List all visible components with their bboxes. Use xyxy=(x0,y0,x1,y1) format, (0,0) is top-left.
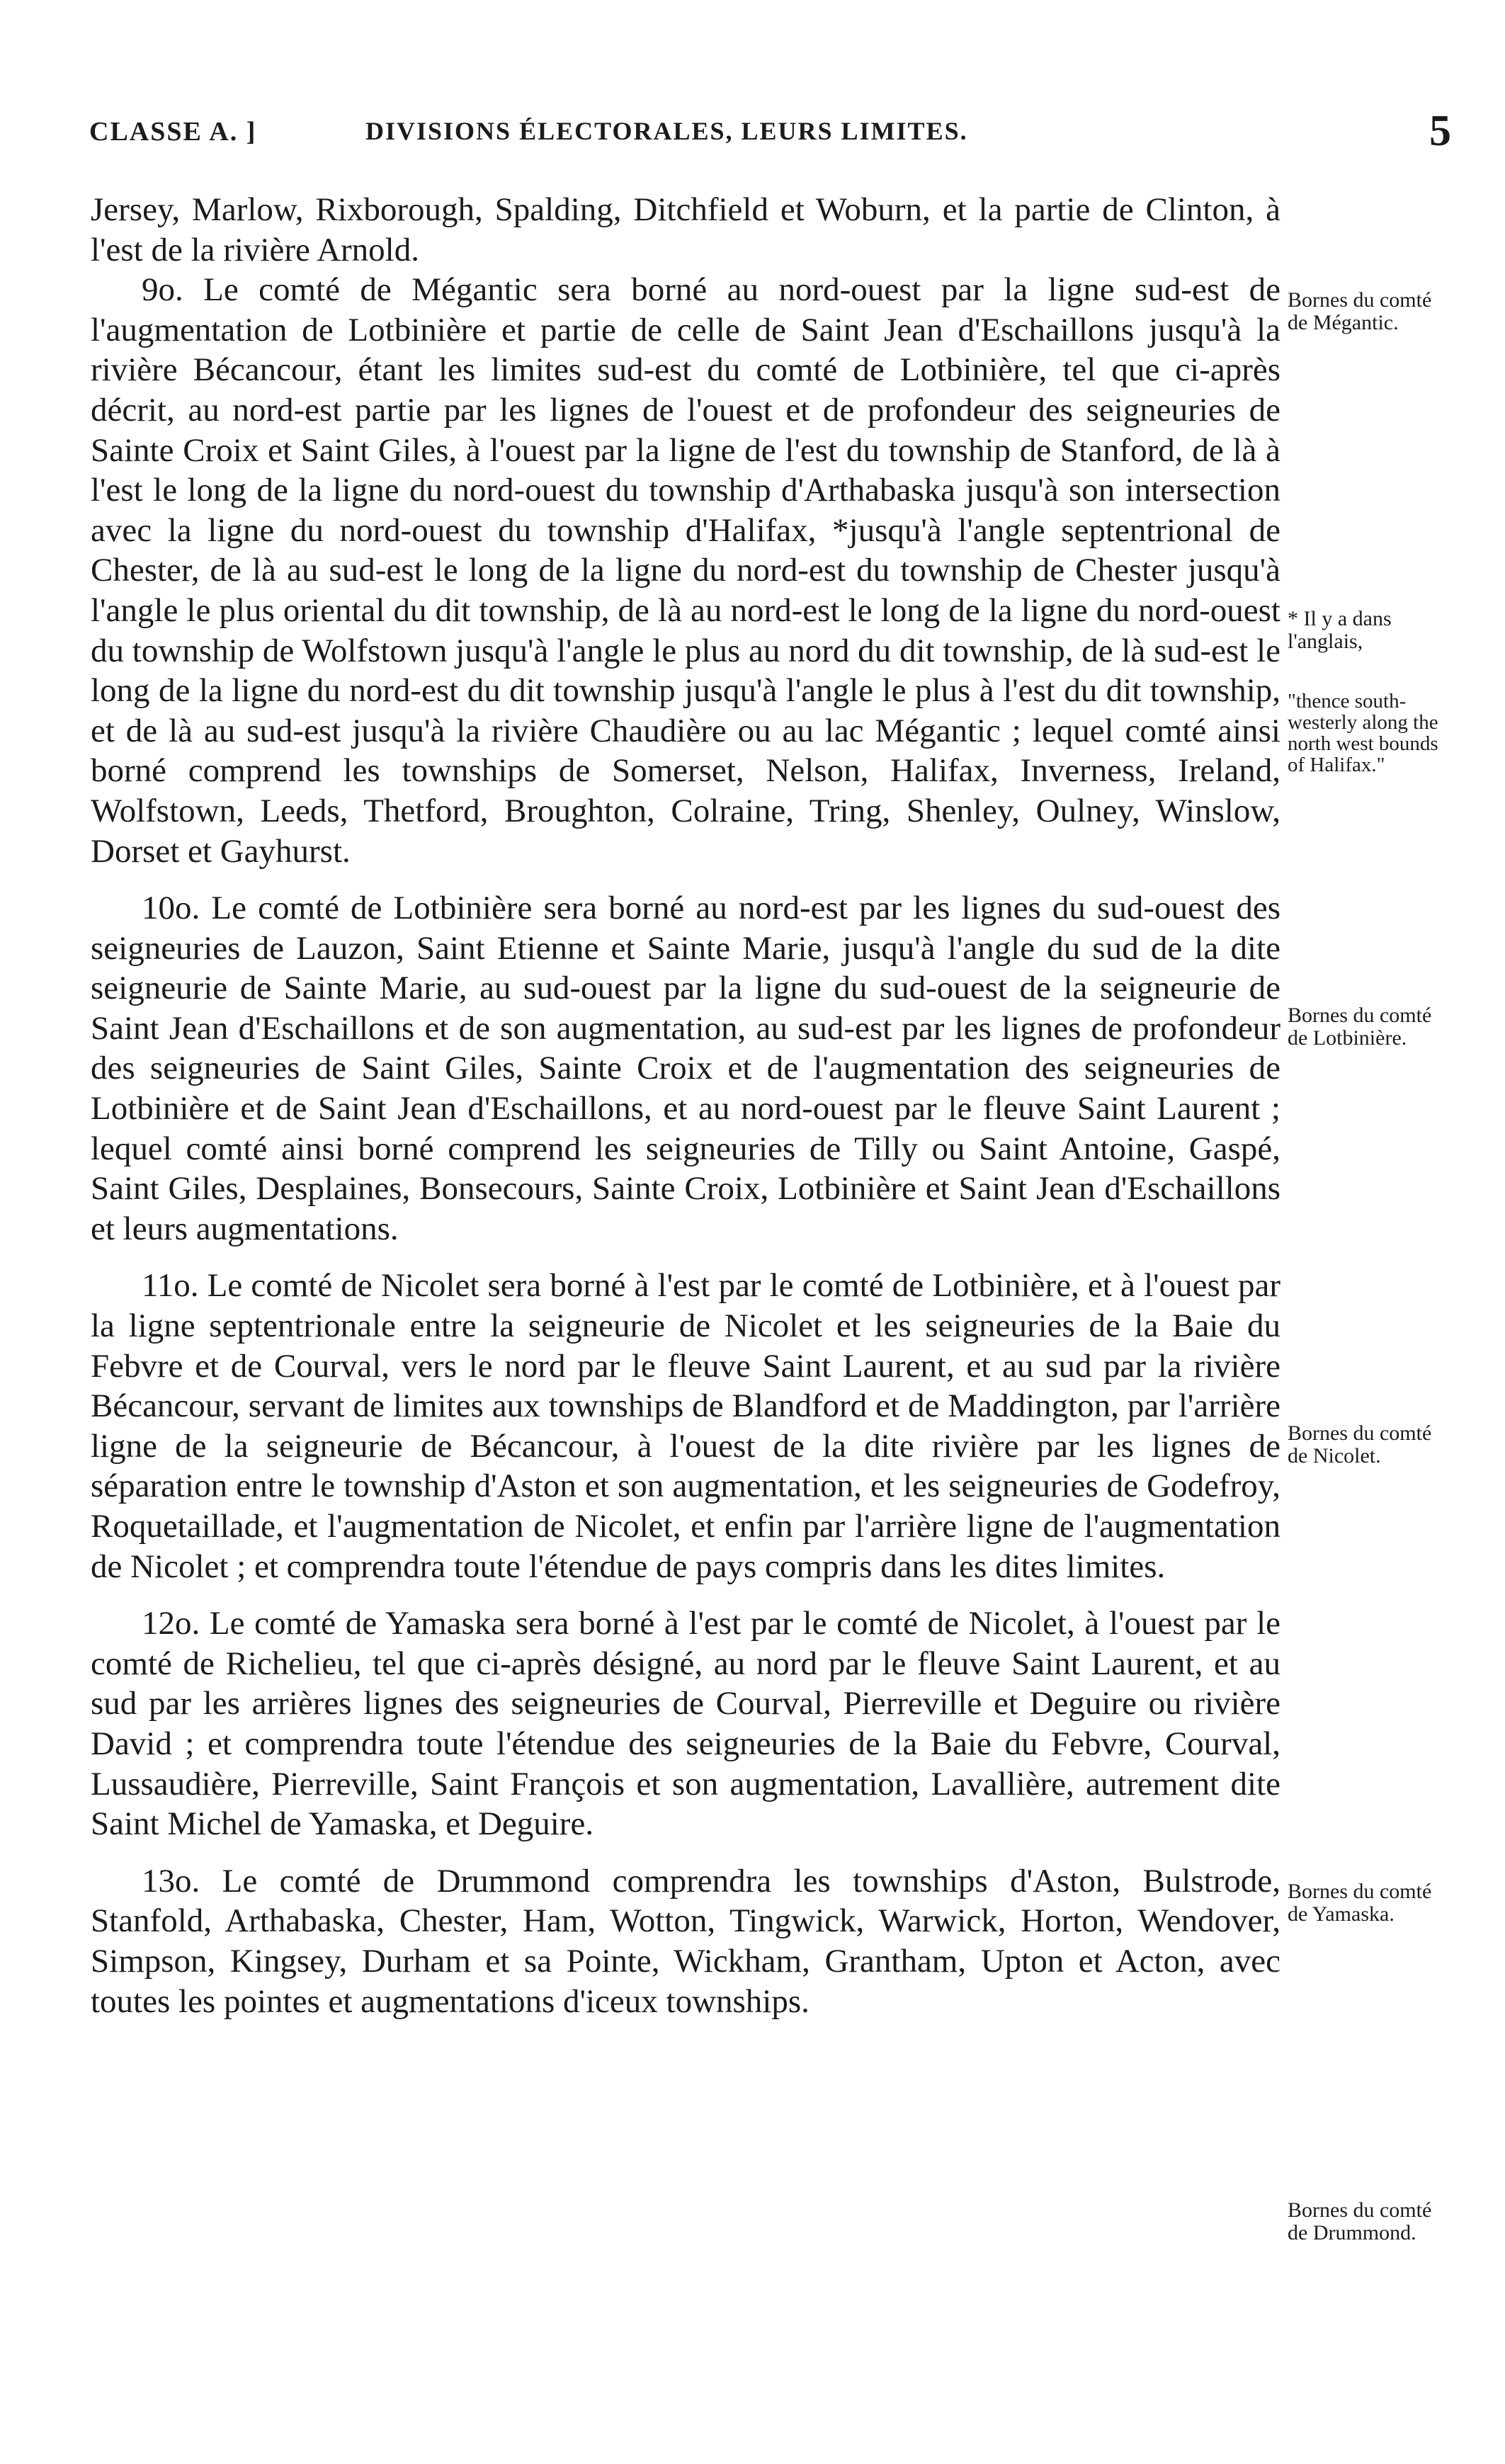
article-11-nicolet: 11o. Le comté de Nicolet sera borné à l'est par le comté de Lotbinière, et à l'ouest par la ligne septentrionale entre la seigneurie de Nicolet et les seigneuries de la Baie du Febvre et de Courval, vers le nord par le fleuve Saint Laurent, et au sud par la rivière Bécancour, servant de limites aux townships de Blandford et de Maddington, par l'arrière ligne de la seigneurie de Bécancour, à l'ouest de la dite rivière par les lignes de séparation entre le township d'Aston et son augmentation, et les seigneuries de Godefroy, Roquetaillade, et l'augmentation de Nicolet, et enfin par l'arrière ligne de l'augmentation de Nicolet ; et comprendra toute l'étendue de pays compris dans les dites limites. xyxy=(91,1267,1280,1585)
article-12-yamaska: 12o. Le comté de Yamaska sera borné à l'est par le comté de Nicolet, à l'ouest par le comté de Richelieu, tel que ci-après désigné, au nord par le fleuve Saint Laurent, et au sud par les arrières lignes des seigneuries de Courval, Pierreville et Deguire ou rivière David ; et comprendra toute l'étendue des seigneuries de la Baie du Febvre, Courval, Lussaudière, Pierreville, Saint François et son augmentation, Lavallière, autrement dite Saint Michel de Yamaska, et Deguire. xyxy=(91,1605,1280,1843)
margin-note-lotbiniere: Bornes du comté de Lotbinière. xyxy=(1288,1004,1432,1050)
running-header xyxy=(89,106,1456,163)
margin-footnote-star: * Il y a dans l'anglais, xyxy=(1288,607,1392,653)
continuation-paragraph: Jersey, Marlow, Rixborough, Spalding, Ditchfield et Woburn, et la partie de Clinton, à l'est de la rivière Arnold. xyxy=(91,191,1280,268)
margin-note-yamaska: Bornes du comté de Yamaska. xyxy=(1288,1880,1432,1926)
page-number: 5 xyxy=(1429,107,1451,155)
body-text xyxy=(91,190,1280,2021)
margin-note-drummond: Bornes du comté de Drummond. xyxy=(1288,2198,1432,2244)
margin-note-megantic: Bornes du comté de Mégantic. xyxy=(1288,288,1432,334)
margin-footnote-english: "thence south-westerly along the north west bounds of Halifax." xyxy=(1288,690,1438,776)
header-class-label: CLASSE A. ] xyxy=(89,117,257,147)
article-13-drummond: 13o. Le comté de Drummond comprendra les townships d'Aston, Bulstrode, Stanfold, Arthabaska, Chester, Ham, Wotton, Tingwick, Warwick, Horton, Wendover, Simpson, Kingsey, Durham et sa Pointe, Wickham, Grantham, Upton et Acton, avec toutes les pointes et augmentations d'iceux townships. xyxy=(91,1862,1280,2020)
article-9-megantic: 9o. Le comté de Mégantic sera borné au nord-ouest par la ligne sud-est de l'augmentation de Lotbinière et partie de celle de Saint Jean d'Eschaillons jusqu'à la rivière Bécancour, étant les limites sud-est du comté de Lotbinière, tel que ci-après décrit, au nord-est partie par les lignes de l'ouest et de profondeur des seigneuries de Sainte Croix et Saint Giles, à l'ouest par la ligne de l'est du township de Stanford, de là à l'est le long de la ligne du nord-ouest du township d'Arthabaska jusqu'à son intersection avec la ligne du nord-ouest du township d'Halifax, *jusqu'à l'angle septentrional de Chester, de là au sud-est le long de la ligne du nord-est du township de Chester jusqu'à l'angle le plus oriental du dit township, de là au nord-est le long de la ligne du nord-ouest du township de Wolfstown jusqu'à l'angle le plus au nord du dit township, de là sud-est le long de la ligne du nord-est du dit township jusqu'à l'angle le plus à l'est du dit township, et de là au sud-est jusqu'à la rivière Chaudière ou au lac Mégantic ; lequel comté ainsi borné comprend les townships de Somerset, Nelson, Halifax, Inverness, Ireland, Wolfstown, Leeds, Thetford, Broughton, Colraine, Tring, Shenley, Oulney, Winslow, Dorset et Gayhurst. xyxy=(91,271,1280,870)
article-10-lotbiniere: 10o. Le comté de Lotbinière sera borné au nord-est par les lignes du sud-ouest des seigneuries de Lauzon, Saint Etienne et Sainte Marie, jusqu'à l'angle du sud de la dite seigneurie de Sainte Marie, au sud-ouest par la ligne du sud-ouest de la seigneurie de Saint Jean d'Eschaillons et de son augmentation, au sud-est par les lignes de profondeur des seigneuries de Saint Giles, Sainte Croix et de l'augmentation des seigneuries de Lotbinière et de Saint Jean d'Eschaillons, et au nord-ouest par le fleuve Saint Laurent ; lequel comté ainsi borné comprend les seigneuries de Tilly ou Saint Antoine, Gaspé, Saint Giles, Desplaines, Bonsecours, Sainte Croix, Lotbinière et Saint Jean d'Eschaillons et leurs augmentations. xyxy=(91,890,1280,1247)
margin-note-nicolet: Bornes du comté de Nicolet. xyxy=(1288,1421,1432,1467)
header-title: DIVISIONS ÉLECTORALES, LEURS LIMITES. xyxy=(365,117,968,145)
